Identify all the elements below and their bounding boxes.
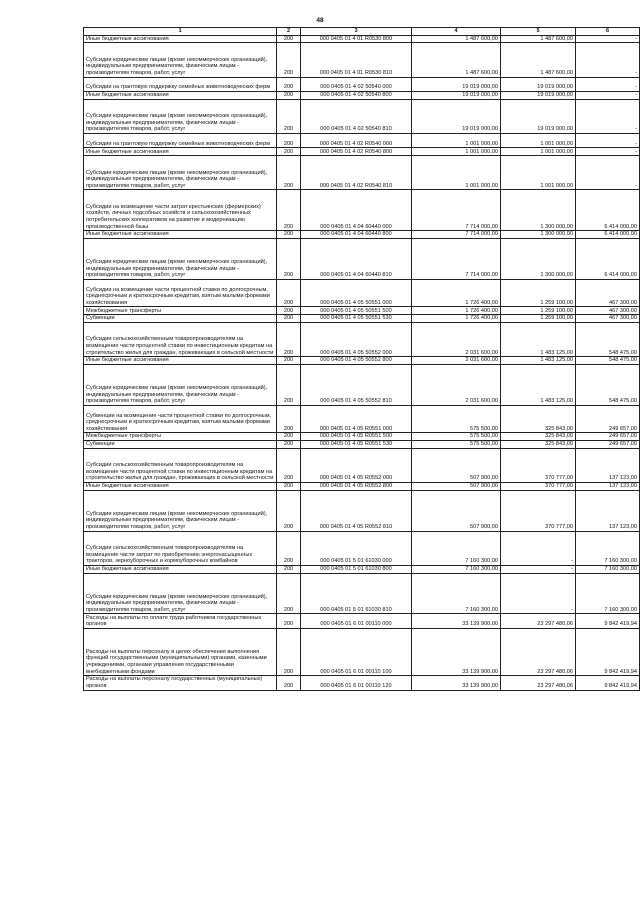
row-executed-amount: 1 483 125,00 — [501, 357, 576, 365]
row-code: 200 — [277, 405, 301, 433]
row-code: 200 — [277, 307, 301, 315]
row-unexecuted-amount: - — [576, 156, 640, 190]
row-executed-amount: 1 001 000,00 — [501, 156, 576, 190]
row-approved-amount: 7 714 000,00 — [412, 231, 501, 239]
row-name: Субсидии юридическим лицам (кроме некоммерческих организаций), индивидуальным предпринимателям, физическим лицам - производителям товаров, работ, услуг — [84, 238, 277, 279]
row-approved-amount: 1 001 000,00 — [412, 133, 501, 147]
row-approved-amount: 33 139 900,00 — [412, 614, 501, 628]
row-unexecuted-amount: 7 160 300,00 — [576, 565, 640, 573]
row-executed-amount: 19 019 000,00 — [501, 91, 576, 99]
row-unexecuted-amount: 249 657,00 — [576, 405, 640, 433]
row-code: 200 — [277, 315, 301, 323]
row-executed-amount: 19 019 000,00 — [501, 77, 576, 91]
row-code: 200 — [277, 133, 301, 147]
row-name: Субсидии на грантовую поддержку семейных животноводческих ферм — [84, 133, 277, 147]
row-code: 200 — [277, 322, 301, 356]
table-row — [84, 315, 640, 323]
row-kbk: 000 0405 01 4 05 50552 810 — [301, 364, 412, 405]
row-approved-amount: 1 001 000,00 — [412, 156, 501, 190]
row-executed-amount: - — [501, 573, 576, 614]
table-row — [84, 238, 640, 279]
row-executed-amount: 1 487 600,00 — [501, 35, 576, 43]
row-name: Расходы на выплаты персоналу государственных (муниципальных) органов — [84, 676, 277, 690]
row-approved-amount: 507 900,00 — [412, 490, 501, 531]
row-code: 200 — [277, 483, 301, 491]
row-name: Межбюджетные трансферты — [84, 433, 277, 441]
row-kbk: 000 0405 01 4 05 R0552 800 — [301, 483, 412, 491]
row-unexecuted-amount: 9 842 419,94 — [576, 614, 640, 628]
header-col-4: 4 — [412, 28, 501, 36]
row-executed-amount: - — [501, 531, 576, 565]
row-approved-amount: 19 019 000,00 — [412, 91, 501, 99]
header-col-5: 5 — [501, 28, 576, 36]
row-executed-amount: 19 019 000,00 — [501, 99, 576, 133]
row-kbk: 000 0405 01 5 01 61030 800 — [301, 565, 412, 573]
row-unexecuted-amount: - — [576, 133, 640, 147]
table-row — [84, 231, 640, 239]
row-kbk: 000 0405 01 4 05 R0551 000 — [301, 405, 412, 433]
row-approved-amount: 2 031 600,00 — [412, 364, 501, 405]
row-executed-amount: 1 259 100,00 — [501, 307, 576, 315]
table-row — [84, 614, 640, 628]
table-row — [84, 531, 640, 565]
row-name: Расходы на выплаты персоналу в целях обеспечения выполнения функций государственными (муниципальными) органами, казенными учреждениями, органами управления государственными внебюджетными фондами — [84, 628, 277, 675]
row-approved-amount: 507 900,00 — [412, 448, 501, 482]
page-number: 48 — [316, 17, 324, 24]
row-name: Иные бюджетные ассигнования — [84, 565, 277, 573]
table-row — [84, 156, 640, 190]
table-row — [84, 43, 640, 77]
row-name: Иные бюджетные ассигнования — [84, 231, 277, 239]
row-code: 200 — [277, 490, 301, 531]
row-kbk: 000 0405 01 6 01 00110 120 — [301, 676, 412, 690]
row-kbk: 000 0405 01 4 04 60440 000 — [301, 190, 412, 231]
row-unexecuted-amount: - — [576, 91, 640, 99]
row-kbk: 000 0405 01 6 01 00110 000 — [301, 614, 412, 628]
table-row — [84, 35, 640, 43]
row-kbk: 000 0405 01 4 04 60440 810 — [301, 238, 412, 279]
row-name: Субвенции — [84, 441, 277, 449]
row-executed-amount: 1 300 000,00 — [501, 238, 576, 279]
row-name: Субвенции — [84, 315, 277, 323]
table-row — [84, 676, 640, 690]
header-col-3: 3 — [301, 28, 412, 36]
row-approved-amount: 2 031 600,00 — [412, 357, 501, 365]
row-kbk: 000 0405 01 4 05 R0551 530 — [301, 441, 412, 449]
row-executed-amount: 23 297 480,06 — [501, 614, 576, 628]
row-code: 200 — [277, 279, 301, 307]
table-row — [84, 565, 640, 573]
row-approved-amount: 1 487 600,00 — [412, 35, 501, 43]
row-approved-amount: 2 031 600,00 — [412, 322, 501, 356]
row-executed-amount: 1 259 100,00 — [501, 315, 576, 323]
row-approved-amount: 575 500,00 — [412, 405, 501, 433]
row-code: 200 — [277, 364, 301, 405]
row-executed-amount: 1 487 600,00 — [501, 43, 576, 77]
row-kbk: 000 0405 01 4 02 R0540 000 — [301, 133, 412, 147]
row-code: 200 — [277, 156, 301, 190]
row-kbk: 000 0405 01 4 04 60440 800 — [301, 231, 412, 239]
row-kbk: 000 0405 01 4 02 R0540 800 — [301, 148, 412, 156]
header-row — [84, 28, 640, 36]
row-unexecuted-amount: 137 123,00 — [576, 483, 640, 491]
table-row — [84, 483, 640, 491]
row-kbk: 000 0405 01 4 05 50552 000 — [301, 322, 412, 356]
row-code: 200 — [277, 148, 301, 156]
table-row — [84, 133, 640, 147]
table-row — [84, 441, 640, 449]
row-executed-amount: 23 297 480,06 — [501, 676, 576, 690]
row-kbk: 000 0405 01 4 05 50551 500 — [301, 307, 412, 315]
row-executed-amount: - — [501, 565, 576, 573]
row-name: Субсидии на грантовую поддержку семейных животноводческих ферм — [84, 77, 277, 91]
row-kbk: 000 0405 01 4 05 R0552 000 — [301, 448, 412, 482]
budget-table — [83, 27, 640, 691]
row-code: 200 — [277, 91, 301, 99]
row-unexecuted-amount: 548 475,00 — [576, 322, 640, 356]
row-approved-amount: 33 139 900,00 — [412, 628, 501, 675]
row-approved-amount: 575 500,00 — [412, 441, 501, 449]
row-approved-amount: 7 714 000,00 — [412, 238, 501, 279]
row-code: 200 — [277, 190, 301, 231]
row-unexecuted-amount: - — [576, 77, 640, 91]
row-approved-amount: 7 160 300,00 — [412, 573, 501, 614]
row-name: Субсидии юридическим лицам (кроме некоммерческих организаций), индивидуальным предпринимателям, физическим лицам - производителям товаров, работ, услуг — [84, 364, 277, 405]
row-name: Субсидии на возмещение части затрат крестьянских (фермерских) хозяйств, личных подсобных хозяйств и сельскохозяйственных потребительских кооперативов на развитие и модернизацию производственной базы — [84, 190, 277, 231]
table-row — [84, 99, 640, 133]
row-kbk: 000 0405 01 6 01 00110 100 — [301, 628, 412, 675]
row-name: Иные бюджетные ассигнования — [84, 35, 277, 43]
row-name: Расходы на выплаты по оплате труда работников государственных органов — [84, 614, 277, 628]
row-code: 200 — [277, 441, 301, 449]
row-kbk: 000 0405 01 5 01 61030 000 — [301, 531, 412, 565]
table-row — [84, 279, 640, 307]
row-code: 200 — [277, 433, 301, 441]
row-approved-amount: 507 900,00 — [412, 483, 501, 491]
row-executed-amount: 1 001 000,00 — [501, 148, 576, 156]
row-kbk: 000 0405 01 4 05 R0551 500 — [301, 433, 412, 441]
row-executed-amount: 325 843,00 — [501, 433, 576, 441]
row-kbk: 000 0405 01 4 02 50540 800 — [301, 91, 412, 99]
row-executed-amount: 325 843,00 — [501, 405, 576, 433]
row-code: 200 — [277, 43, 301, 77]
table-row — [84, 322, 640, 356]
header-col-1: 1 — [84, 28, 277, 36]
row-approved-amount: 7 714 000,00 — [412, 190, 501, 231]
table-row — [84, 148, 640, 156]
row-approved-amount: 575 500,00 — [412, 433, 501, 441]
row-code: 200 — [277, 565, 301, 573]
table-row — [84, 405, 640, 433]
row-unexecuted-amount: 9 842 419,94 — [576, 628, 640, 675]
row-approved-amount: 19 019 000,00 — [412, 99, 501, 133]
row-kbk: 000 0405 01 4 01 R0530 810 — [301, 43, 412, 77]
row-name: Иные бюджетные ассигнования — [84, 357, 277, 365]
row-executed-amount: 370 777,00 — [501, 483, 576, 491]
row-approved-amount: 7 160 300,00 — [412, 531, 501, 565]
row-unexecuted-amount: 6 414 000,00 — [576, 190, 640, 231]
row-code: 200 — [277, 614, 301, 628]
table-row — [84, 91, 640, 99]
row-executed-amount: 370 777,00 — [501, 448, 576, 482]
header-col-6: 6 — [576, 28, 640, 36]
row-name: Межбюджетные трансферты — [84, 307, 277, 315]
table-row — [84, 307, 640, 315]
row-name: Субсидии сельскохозяйственным товаропроизводителям на возмещение части затрат по приобретению энергонасыщенных тракторов, зерноуборочных и кормоуборочных комбайнов — [84, 531, 277, 565]
row-unexecuted-amount: 249 657,00 — [576, 441, 640, 449]
row-unexecuted-amount: - — [576, 43, 640, 77]
row-name: Субсидии юридическим лицам (кроме некоммерческих организаций), индивидуальным предпринимателям, физическим лицам - производителям товаров, работ, услуг — [84, 573, 277, 614]
row-name: Иные бюджетные ассигнования — [84, 483, 277, 491]
row-unexecuted-amount: 137 123,00 — [576, 448, 640, 482]
row-executed-amount: 1 259 100,00 — [501, 279, 576, 307]
row-unexecuted-amount: 6 414 000,00 — [576, 238, 640, 279]
row-kbk: 000 0405 01 4 02 50540 810 — [301, 99, 412, 133]
row-code: 200 — [277, 238, 301, 279]
table-row — [84, 433, 640, 441]
row-executed-amount: 325 843,00 — [501, 441, 576, 449]
row-executed-amount: 1 483 125,00 — [501, 364, 576, 405]
row-name: Субсидии юридическим лицам (кроме некоммерческих организаций), индивидуальным предпринимателям, физическим лицам - производителям товаров, работ, услуг — [84, 156, 277, 190]
row-unexecuted-amount: 548 475,00 — [576, 357, 640, 365]
row-unexecuted-amount: 467 300,00 — [576, 315, 640, 323]
row-kbk: 000 0405 01 4 05 R0552 810 — [301, 490, 412, 531]
table-body — [84, 35, 640, 690]
row-approved-amount: 1 726 400,00 — [412, 279, 501, 307]
row-kbk: 000 0405 01 4 05 50551 000 — [301, 279, 412, 307]
table-row — [84, 490, 640, 531]
row-code: 200 — [277, 676, 301, 690]
row-code: 200 — [277, 35, 301, 43]
row-name: Иные бюджетные ассигнования — [84, 91, 277, 99]
row-executed-amount: 370 777,00 — [501, 490, 576, 531]
row-name: Субвенции на возмещение части процентной ставки по долгосрочным, среднесрочным и краткосрочным кредитам, взятым малыми формами хозяйствования — [84, 405, 277, 433]
row-approved-amount: 7 160 300,00 — [412, 565, 501, 573]
row-name: Субсидии юридическим лицам (кроме некоммерческих организаций), индивидуальным предпринимателям, физическим лицам - производителям товаров, работ, услуг — [84, 99, 277, 133]
row-kbk: 000 0405 01 4 01 R0530 800 — [301, 35, 412, 43]
row-code: 200 — [277, 77, 301, 91]
row-unexecuted-amount: 467 300,00 — [576, 279, 640, 307]
row-unexecuted-amount: 137 123,00 — [576, 490, 640, 531]
row-unexecuted-amount: 7 160 300,00 — [576, 573, 640, 614]
table-row — [84, 573, 640, 614]
row-code: 200 — [277, 231, 301, 239]
row-executed-amount: 1 300 000,00 — [501, 231, 576, 239]
row-kbk: 000 0405 01 4 05 50551 530 — [301, 315, 412, 323]
table-row — [84, 77, 640, 91]
row-kbk: 000 0405 01 4 02 R0540 810 — [301, 156, 412, 190]
row-unexecuted-amount: - — [576, 148, 640, 156]
row-approved-amount: 1 001 000,00 — [412, 148, 501, 156]
row-name: Субсидии сельскохозяйственным товаропроизводителям на возмещение части процентной ставки по инвестиционным кредитам на строительство жилья для граждан, проживающих в сельской местности — [84, 448, 277, 482]
row-unexecuted-amount: - — [576, 35, 640, 43]
row-code: 200 — [277, 448, 301, 482]
row-code: 200 — [277, 628, 301, 675]
table-header — [84, 28, 640, 36]
row-code: 200 — [277, 99, 301, 133]
row-code: 200 — [277, 357, 301, 365]
row-name: Субсидии юридическим лицам (кроме некоммерческих организаций), индивидуальным предпринимателям, физическим лицам - производителям товаров, работ, услуг — [84, 490, 277, 531]
row-name: Субсидии сельскохозяйственным товаропроизводителям на возмещение части процентной ставки по инвестиционным кредитам на строительство жилья для граждан, проживающих в сельской местности — [84, 322, 277, 356]
row-code: 200 — [277, 573, 301, 614]
row-name: Субсидии на возмещение части процентной ставки по долгосрочным, среднесрочным и краткосрочным кредитам, взятым малыми формами хозяйствования — [84, 279, 277, 307]
table-row — [84, 628, 640, 675]
row-kbk: 000 0405 01 5 01 61030 810 — [301, 573, 412, 614]
row-code: 200 — [277, 531, 301, 565]
table-row — [84, 448, 640, 482]
row-kbk: 000 0405 01 4 02 50540 000 — [301, 77, 412, 91]
row-unexecuted-amount: - — [576, 99, 640, 133]
header-col-2: 2 — [277, 28, 301, 36]
table-row — [84, 190, 640, 231]
row-approved-amount: 1 487 600,00 — [412, 43, 501, 77]
row-approved-amount: 19 019 000,00 — [412, 77, 501, 91]
row-unexecuted-amount: 9 842 419,94 — [576, 676, 640, 690]
row-executed-amount: 1 001 000,00 — [501, 133, 576, 147]
row-executed-amount: 1 483 125,00 — [501, 322, 576, 356]
row-approved-amount: 1 726 400,00 — [412, 307, 501, 315]
row-unexecuted-amount: 467 300,00 — [576, 307, 640, 315]
row-executed-amount: 1 300 000,00 — [501, 190, 576, 231]
table-row — [84, 364, 640, 405]
row-unexecuted-amount: 6 414 000,00 — [576, 231, 640, 239]
row-executed-amount: 23 297 480,06 — [501, 628, 576, 675]
row-name: Иные бюджетные ассигнования — [84, 148, 277, 156]
row-approved-amount: 1 726 400,00 — [412, 315, 501, 323]
row-kbk: 000 0405 01 4 05 50552 800 — [301, 357, 412, 365]
row-unexecuted-amount: 7 160 300,00 — [576, 531, 640, 565]
table-row — [84, 357, 640, 365]
row-unexecuted-amount: 548 475,00 — [576, 364, 640, 405]
row-unexecuted-amount: 249 657,00 — [576, 433, 640, 441]
row-name: Субсидии юридическим лицам (кроме некоммерческих организаций), индивидуальным предпринимателям, физическим лицам - производителям товаров, работ, услуг — [84, 43, 277, 77]
row-approved-amount: 33 139 900,00 — [412, 676, 501, 690]
